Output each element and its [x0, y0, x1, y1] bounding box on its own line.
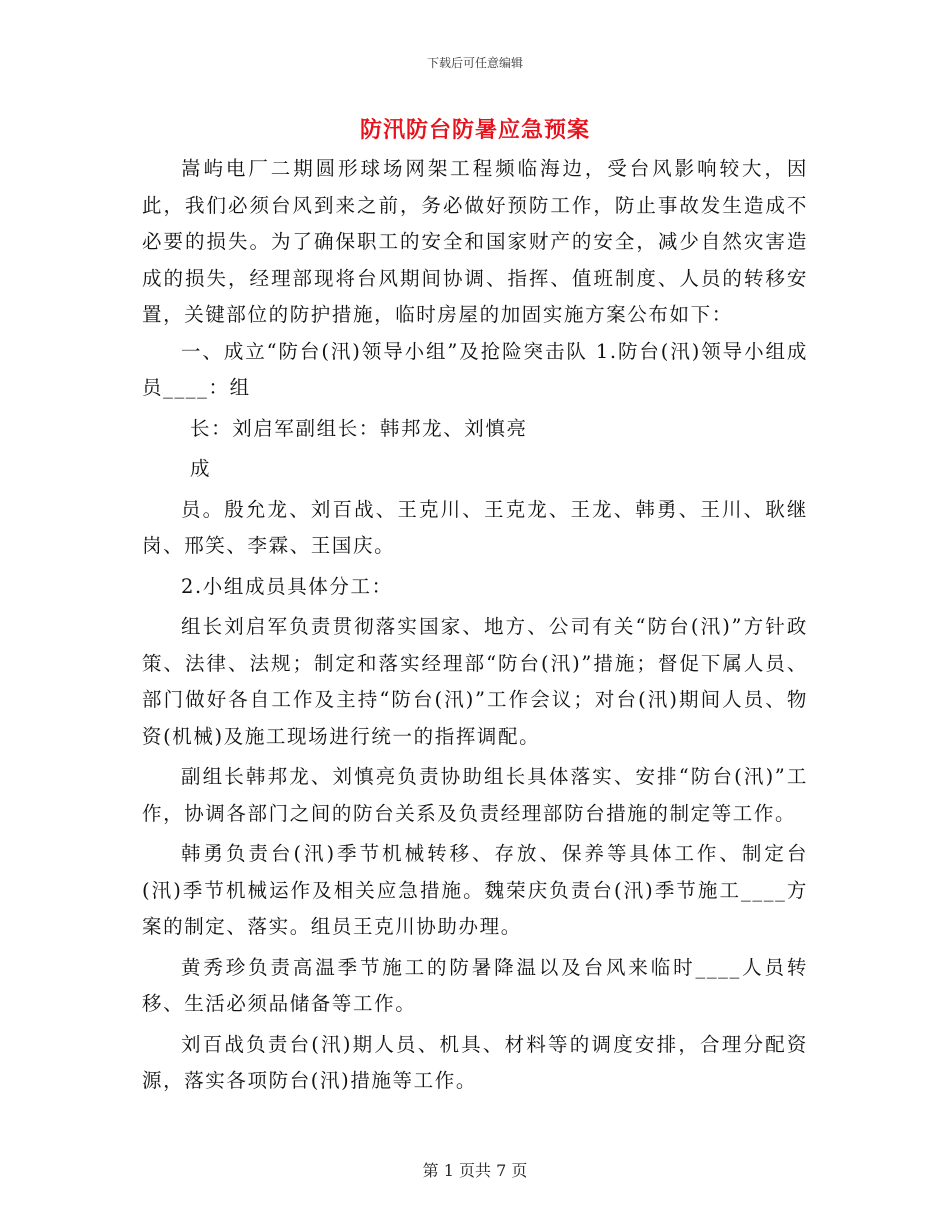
paragraph-dispatch-duty: 刘百战负责台(汛)期人员、机具、材料等的调度安排，合理分配资源，落实各项防台(汛)措施等工作。	[142, 1032, 808, 1092]
paragraph-machinery-duty: 韩勇负责台(汛)季节机械转移、存放、保养等具体工作、制定台(汛)季节机械运作及相关应急措施。魏荣庆负责台(汛)季节施工____方案的制定、落实。组员王克川协助办理。	[142, 842, 808, 938]
paragraph-leader-duty: 组长刘启军负责贯彻落实国家、地方、公司有关“防台(汛)”方针政策、法律、法规；制定和落实经理部“防台(汛)”措施；督促下属人员、部门做好各自工作及主持“防台(汛)”工作会议；对台(汛)期间人员、物资(机械)及施工现场进行统一的指挥调配。	[142, 615, 808, 748]
paragraph-deputy-duty: 副组长韩邦龙、刘慎亮负责协助组长具体落实、安排“防台(汛)”工作，协调各部门之间的防台关系及负责经理部防台措施的制定等工作。	[142, 765, 808, 825]
document-title: 防汛防台防暑应急预案	[359, 117, 590, 143]
page-number: 第 1 页共 7 页	[422, 1161, 528, 1180]
header-note: 下载后可任意编辑	[426, 56, 523, 70]
paragraph-members-label: 成	[190, 457, 212, 480]
paragraph-members: 员。殷允龙、刘百战、王克川、王克龙、王龙、韩勇、王川、耿继岗、邢笑、李霖、王国庆。	[142, 497, 808, 557]
paragraph-intro: 嵩屿电厂二期圆形球场网架工程频临海边，受台风影响较大，因此，我们必须台风到来之前，务必做好预防工作，防止事故发生造成不必要的损失。为了确保职工的安全和国家财产的安全，减少自然灾害造成的损失，经理部现将台风期间协调、指挥、值班制度、人员的转移安置，关键部位的防护措施，临时房屋的加固实施方案公布如下：	[142, 157, 808, 326]
document-body	[142, 151, 808, 1100]
paragraph-heat-duty: 黄秀珍负责高温季节施工的防暑降温以及台风来临时____人员转移、生活必须品储备等工作。	[142, 955, 808, 1015]
paragraph-division-heading: 2.小组成员具体分工：	[181, 574, 393, 598]
paragraph-section-one: 一、成立“防台(汛)领导小组”及抢险突击队 1.防台(汛)领导小组成员____：组	[142, 339, 808, 399]
paragraph-leaders: 长：刘启军副组长：韩邦龙、刘慎亮	[190, 416, 528, 440]
